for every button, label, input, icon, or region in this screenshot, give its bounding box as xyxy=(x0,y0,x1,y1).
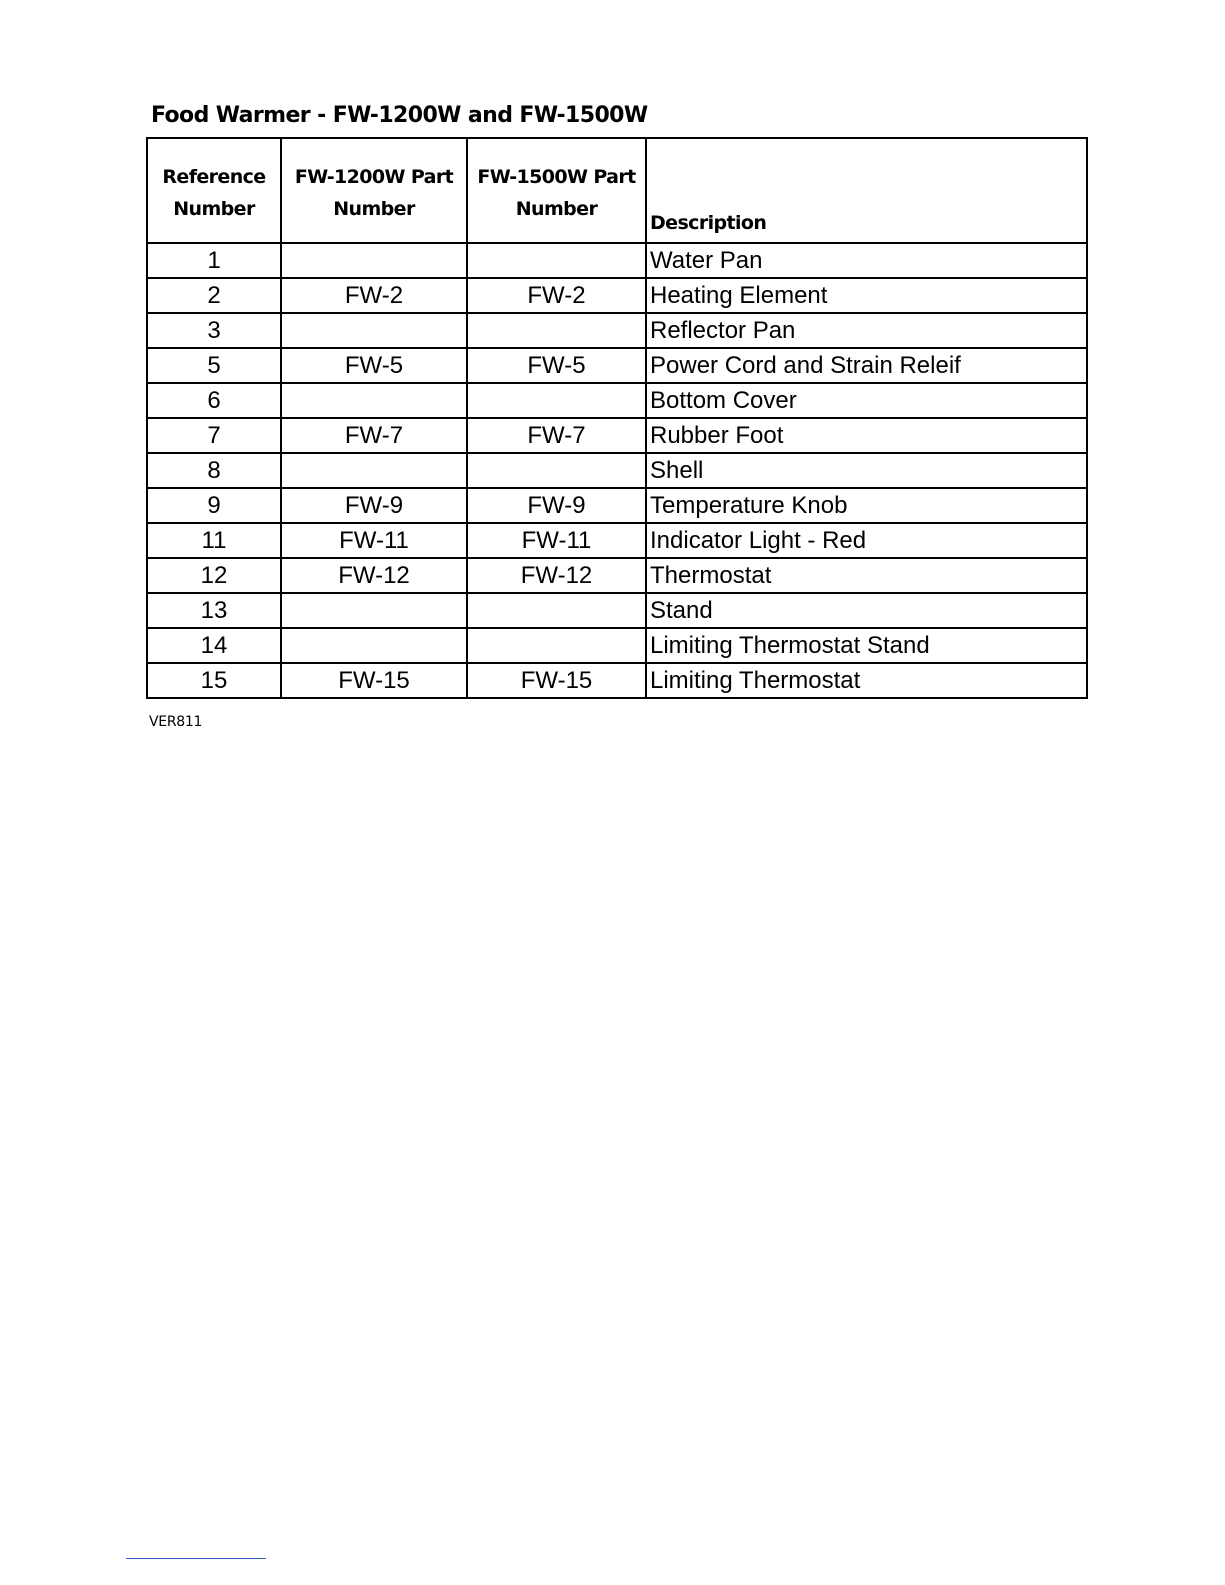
cell-fw1200w-part-number: FW-5 xyxy=(281,348,467,383)
header-description: Description xyxy=(646,138,1087,243)
cell-description: Shell xyxy=(646,453,1087,488)
cell-description: Temperature Knob xyxy=(646,488,1087,523)
header-fw1500w-line1: FW-1500W Part xyxy=(477,165,636,188)
cell-fw1500w-part-number: FW-12 xyxy=(467,558,646,593)
table-row xyxy=(147,558,1087,593)
table-row xyxy=(147,313,1087,348)
cell-reference-number: 1 xyxy=(147,243,281,278)
cell-fw1200w-part-number xyxy=(281,313,467,348)
table-row xyxy=(147,593,1087,628)
cell-fw1500w-part-number xyxy=(467,243,646,278)
cell-fw1500w-part-number: FW-7 xyxy=(467,418,646,453)
cell-reference-number: 8 xyxy=(147,453,281,488)
table-header-row xyxy=(147,138,1087,243)
table-body xyxy=(147,243,1087,698)
header-fw1500w-line2: Number xyxy=(515,197,598,220)
header-fw1200w-line2: Number xyxy=(333,197,415,220)
cell-reference-number: 15 xyxy=(147,663,281,698)
table-row xyxy=(147,488,1087,523)
cell-fw1200w-part-number: FW-15 xyxy=(281,663,467,698)
table-row xyxy=(147,628,1087,663)
cell-reference-number: 12 xyxy=(147,558,281,593)
table-row xyxy=(147,383,1087,418)
cell-fw1500w-part-number xyxy=(467,453,646,488)
cell-fw1500w-part-number: FW-5 xyxy=(467,348,646,383)
cell-reference-number: 9 xyxy=(147,488,281,523)
header-fw1500w-part-number xyxy=(467,138,646,243)
cell-fw1200w-part-number: FW-2 xyxy=(281,278,467,313)
document-title: Food Warmer - FW-1200W and FW-1500W xyxy=(151,103,648,128)
cell-reference-number: 3 xyxy=(147,313,281,348)
cell-fw1500w-part-number: FW-2 xyxy=(467,278,646,313)
header-reference-line1: Reference xyxy=(162,165,266,188)
cell-reference-number: 14 xyxy=(147,628,281,663)
parts-table xyxy=(146,137,1088,699)
footer-rule xyxy=(126,1558,266,1559)
cell-reference-number: 11 xyxy=(147,523,281,558)
cell-reference-number: 7 xyxy=(147,418,281,453)
cell-description: Indicator Light - Red xyxy=(646,523,1087,558)
cell-description: Water Pan xyxy=(646,243,1087,278)
cell-description: Power Cord and Strain Releif xyxy=(646,348,1087,383)
cell-fw1200w-part-number xyxy=(281,593,467,628)
cell-reference-number: 13 xyxy=(147,593,281,628)
header-fw1200w-part-number xyxy=(281,138,467,243)
cell-fw1500w-part-number xyxy=(467,628,646,663)
cell-fw1500w-part-number xyxy=(467,383,646,418)
cell-description: Thermostat xyxy=(646,558,1087,593)
version-label: VER811 xyxy=(149,714,203,730)
cell-fw1200w-part-number: FW-11 xyxy=(281,523,467,558)
table-row xyxy=(147,348,1087,383)
cell-fw1200w-part-number xyxy=(281,383,467,418)
header-reference-number xyxy=(147,138,281,243)
cell-description: Stand xyxy=(646,593,1087,628)
table-row xyxy=(147,243,1087,278)
table-row xyxy=(147,453,1087,488)
cell-fw1200w-part-number: FW-7 xyxy=(281,418,467,453)
table-row xyxy=(147,523,1087,558)
cell-fw1500w-part-number xyxy=(467,313,646,348)
cell-fw1500w-part-number: FW-11 xyxy=(467,523,646,558)
cell-fw1200w-part-number xyxy=(281,453,467,488)
cell-reference-number: 6 xyxy=(147,383,281,418)
header-fw1200w-line1: FW-1200W Part xyxy=(294,165,454,188)
header-reference-line2: Number xyxy=(173,197,255,220)
cell-fw1200w-part-number: FW-9 xyxy=(281,488,467,523)
cell-description: Limiting Thermostat xyxy=(646,663,1087,698)
cell-description: Heating Element xyxy=(646,278,1087,313)
table-row xyxy=(147,418,1087,453)
cell-description: Bottom Cover xyxy=(646,383,1087,418)
cell-fw1200w-part-number xyxy=(281,628,467,663)
cell-fw1500w-part-number xyxy=(467,593,646,628)
cell-description: Reflector Pan xyxy=(646,313,1087,348)
table-row xyxy=(147,278,1087,313)
cell-description: Rubber Foot xyxy=(646,418,1087,453)
table-row xyxy=(147,663,1087,698)
cell-fw1200w-part-number: FW-12 xyxy=(281,558,467,593)
cell-reference-number: 2 xyxy=(147,278,281,313)
cell-reference-number: 5 xyxy=(147,348,281,383)
cell-fw1200w-part-number xyxy=(281,243,467,278)
cell-description: Limiting Thermostat Stand xyxy=(646,628,1087,663)
cell-fw1500w-part-number: FW-15 xyxy=(467,663,646,698)
cell-fw1500w-part-number: FW-9 xyxy=(467,488,646,523)
